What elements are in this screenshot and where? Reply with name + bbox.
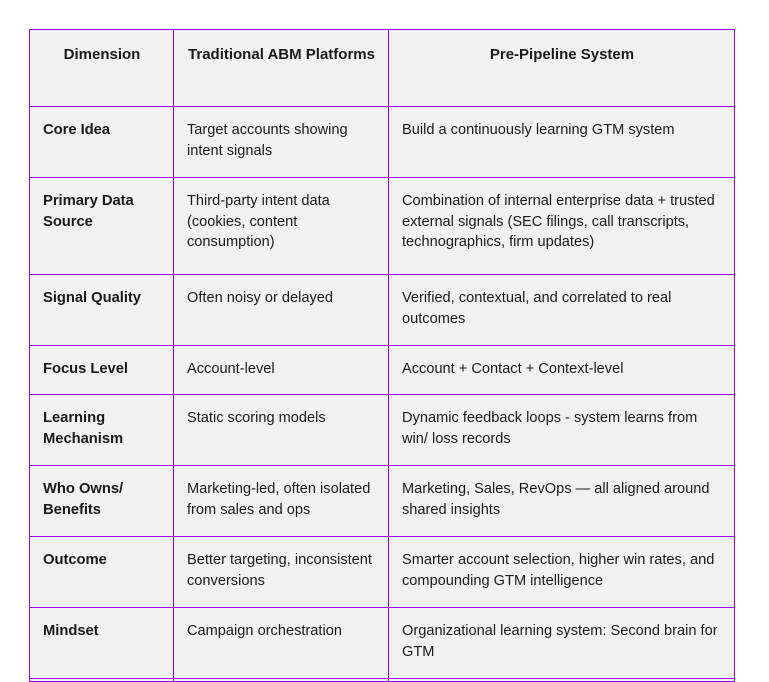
cell-dimension: Who Owns/ Benefits: [30, 466, 174, 537]
cell-dimension: Focus Level: [30, 346, 174, 395]
cell-dimension: Primary Data Source: [30, 178, 174, 275]
table-header-row: [30, 30, 735, 107]
cell-traditional: Better targeting, inconsistent conversions: [174, 537, 389, 608]
cell-dimension: Signal Quality: [30, 275, 174, 346]
cell-prepipeline: Organizational learning system: Second brain for GTM: [389, 608, 735, 679]
table-row: [30, 178, 735, 275]
table-row: [30, 346, 735, 395]
cell-traditional: Marketing-led, often isolated from sales and ops: [174, 466, 389, 537]
table-body: [30, 107, 735, 682]
abm-comparison-table: [29, 29, 735, 682]
cell-prepipeline: Smarter account selection, higher win rates, and compounding GTM intelligence: [389, 537, 735, 608]
table-row: [30, 466, 735, 537]
comparison-table-container: [29, 29, 734, 682]
column-header-traditional-abm-platforms: Traditional ABM Platforms: [174, 30, 389, 107]
cell-traditional-truncated: [174, 679, 389, 682]
cell-traditional: Campaign orchestration: [174, 608, 389, 679]
table-row: [30, 107, 735, 178]
cell-prepipeline: Build a continuously learning GTM system: [389, 107, 735, 178]
cell-dimension: Mindset: [30, 608, 174, 679]
column-header-dimension: Dimension: [30, 30, 174, 107]
table-row: [30, 395, 735, 466]
cell-prepipeline-truncated: [389, 679, 735, 682]
cell-traditional: Account-level: [174, 346, 389, 395]
cell-traditional: Third-party intent data (cookies, content consumption): [174, 178, 389, 275]
cell-prepipeline: Combination of internal enterprise data + trusted external signals (SEC filings, call transcripts, technographics, firm updates): [389, 178, 735, 275]
cell-traditional: Often noisy or delayed: [174, 275, 389, 346]
table-row: [30, 275, 735, 346]
table-row-truncated: [30, 679, 735, 682]
table-row: [30, 537, 735, 608]
cell-prepipeline: Dynamic feedback loops - system learns from win/ loss records: [389, 395, 735, 466]
cell-dimension: Learning Mechanism: [30, 395, 174, 466]
column-header-pre-pipeline-system: Pre-Pipeline System: [389, 30, 735, 107]
table-header: [30, 30, 735, 107]
cell-traditional: Static scoring models: [174, 395, 389, 466]
table-row: [30, 608, 735, 679]
cell-prepipeline: Account + Contact + Context-level: [389, 346, 735, 395]
cell-prepipeline: Marketing, Sales, RevOps — all aligned around shared insights: [389, 466, 735, 537]
cell-dimension: Outcome: [30, 537, 174, 608]
cell-dimension-truncated: [30, 679, 174, 682]
cell-traditional: Target accounts showing intent signals: [174, 107, 389, 178]
cell-dimension: Core Idea: [30, 107, 174, 178]
cell-prepipeline: Verified, contextual, and correlated to real outcomes: [389, 275, 735, 346]
